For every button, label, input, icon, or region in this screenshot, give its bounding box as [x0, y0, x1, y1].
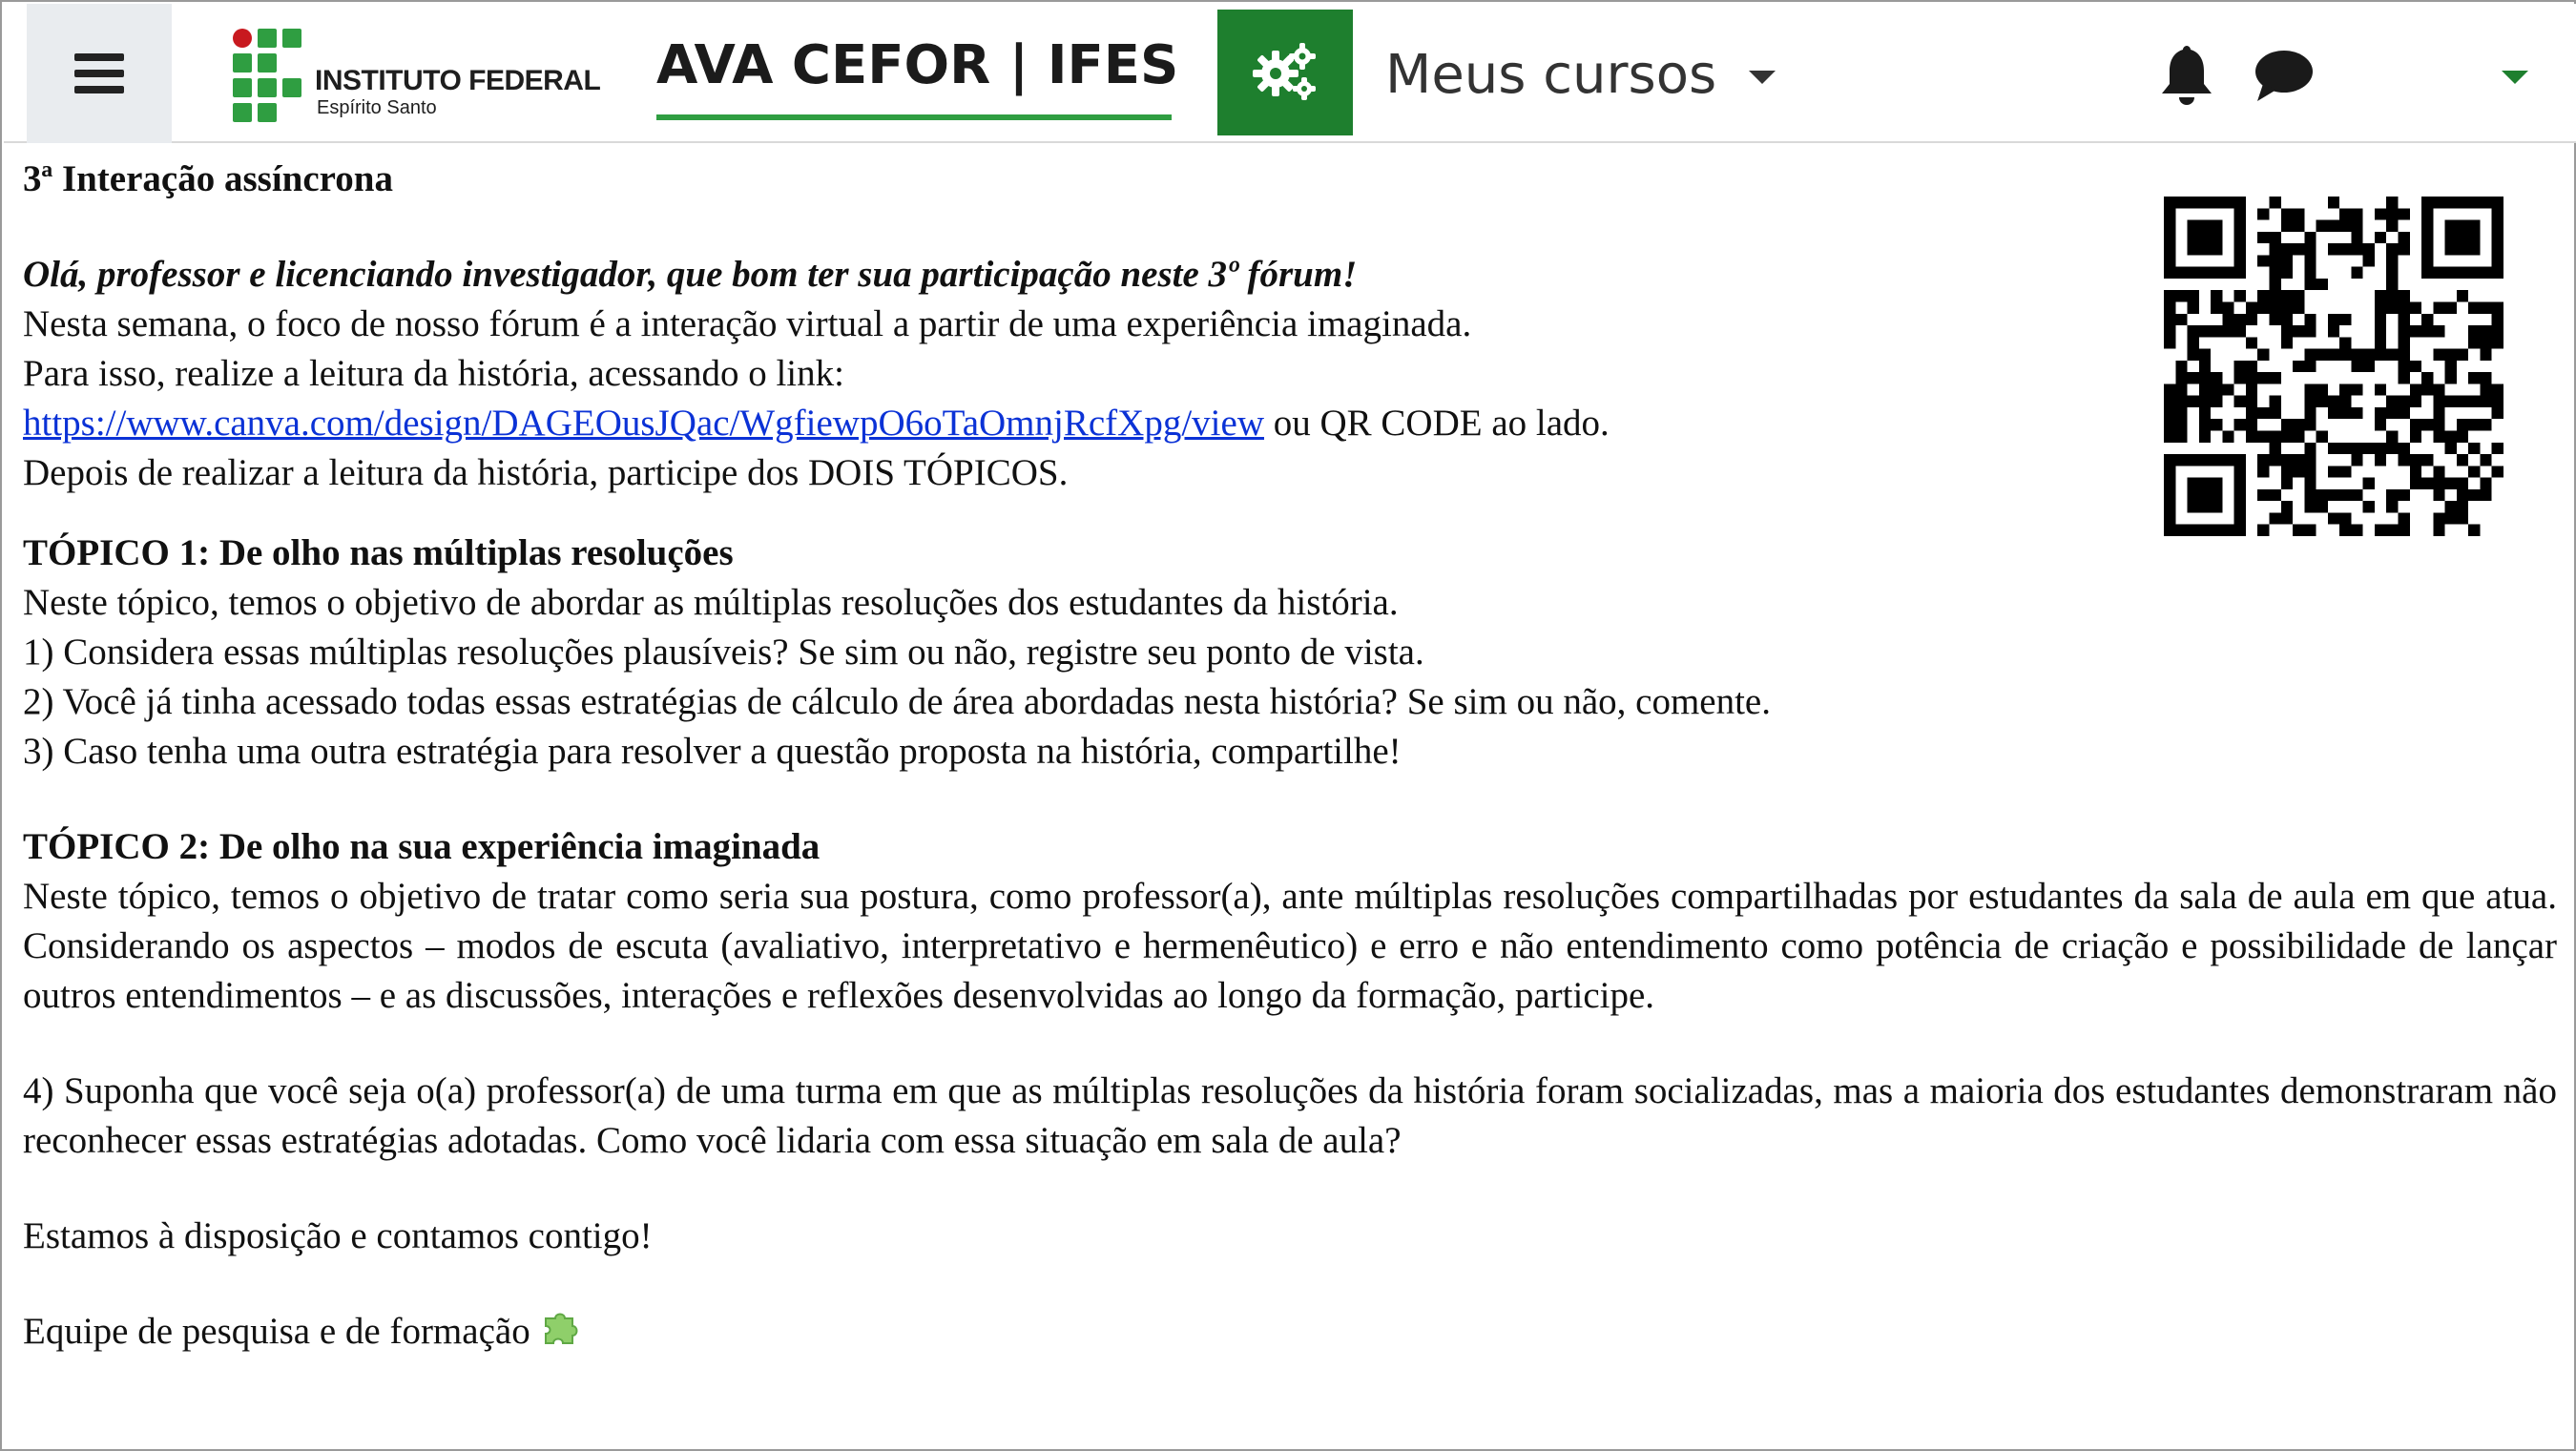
my-courses-dropdown[interactable] [1385, 31, 1776, 118]
post-intro-3: Depois de realizar a leitura da história, participe dos DOIS TÓPICOS. [23, 452, 1069, 493]
topic1-question-3: 3) Caso tenha uma outra estratégia para resolver a questão proposta na história, compartilhe! [23, 731, 1402, 772]
qr-code-icon[interactable] [2164, 197, 2503, 536]
post-signature-line [23, 1307, 2557, 1357]
hamburger-menu-button[interactable] [27, 4, 172, 143]
gears-icon [1249, 39, 1321, 106]
topic2-title: TÓPICO 2: De olho na sua experiência imaginada [23, 826, 821, 867]
logo-subtitle: Espírito Santo [317, 97, 437, 118]
topic2-question-4: 4) Suponha que você seja o(a) professor(a) de uma turma em que as múltiplas resoluções da história foram socializadas, mas a maioria dos estudantes demonstraram não reconhecer essas estratégias adotadas. Como você lidaria com essa situação em sala de aula? [23, 1070, 2557, 1161]
my-courses-label: Meus cursos [1385, 43, 1717, 106]
site-title-link[interactable]: AVA CEFOR | IFES [656, 34, 1179, 96]
post-intro-2: Para isso, realize a leitura da história, acessando o link: [23, 353, 844, 394]
topic1-lead: Neste tópico, temos o objetivo de abordar as múltiplas resoluções dos estudantes da história. [23, 582, 1399, 623]
link-suffix: ou QR CODE ao lado. [1263, 403, 1610, 444]
topic2-lead: Neste tópico, temos o objetivo de tratar como seria sua postura, como professor(a), ante múltiplas resoluções compartilhadas por estudantes da sala de aula em que atua. Considerando os aspectos – modos de escuta (avaliativo, interpretativo e hermenêutico) e erro e não entendimento como potência de criação e possibilidade de lançar outros entendimentos – e as discussões, interações e reflexões desenvolvidas ao longo da formação, participe. [23, 876, 2557, 1016]
post-greeting: Olá, professor e licenciando investigador, que bom ter sua participação neste 3º fórum! [23, 254, 1358, 295]
chat-bubble-icon[interactable] [2254, 48, 2315, 103]
post-heading: 3ª Interação assíncrona [23, 158, 393, 199]
site-title-underline [656, 114, 1172, 120]
topic1-question-1: 1) Considera essas múltiplas resoluções plausíveis? Se sim ou não, registre seu ponto de vista. [23, 632, 1424, 673]
user-menu-chevron-icon[interactable] [2502, 71, 2528, 84]
logo-institution-name: INSTITUTO FEDERAL [315, 65, 601, 96]
story-link[interactable]: https://www.canva.com/design/DAGEOusJQac/WgfiewpO6oTaOmnjRcfXpg/view [23, 403, 1264, 444]
post-signature: Equipe de pesquisa e de formação [23, 1311, 530, 1352]
top-navbar [4, 4, 2576, 143]
ifes-logo-grid-icon [233, 29, 303, 120]
hamburger-icon [74, 53, 124, 93]
topic1-title: TÓPICO 1: De olho nas múltiplas resoluções [23, 532, 734, 573]
bell-icon[interactable] [2158, 40, 2215, 107]
ifes-logo[interactable] [233, 25, 601, 124]
puzzle-piece-icon [540, 1307, 582, 1349]
chevron-down-icon [1749, 71, 1776, 84]
course-admin-button[interactable] [1217, 10, 1353, 135]
topic1-question-2: 2) Você já tinha acessado todas essas estratégias de cálculo de área abordadas nesta história? Se sim ou não, comente. [23, 681, 1771, 722]
post-closing: Estamos à disposição e contamos contigo! [23, 1215, 653, 1256]
post-intro-1: Nesta semana, o foco de nosso fórum é a interação virtual a partir de uma experiência imaginada. [23, 303, 1472, 344]
